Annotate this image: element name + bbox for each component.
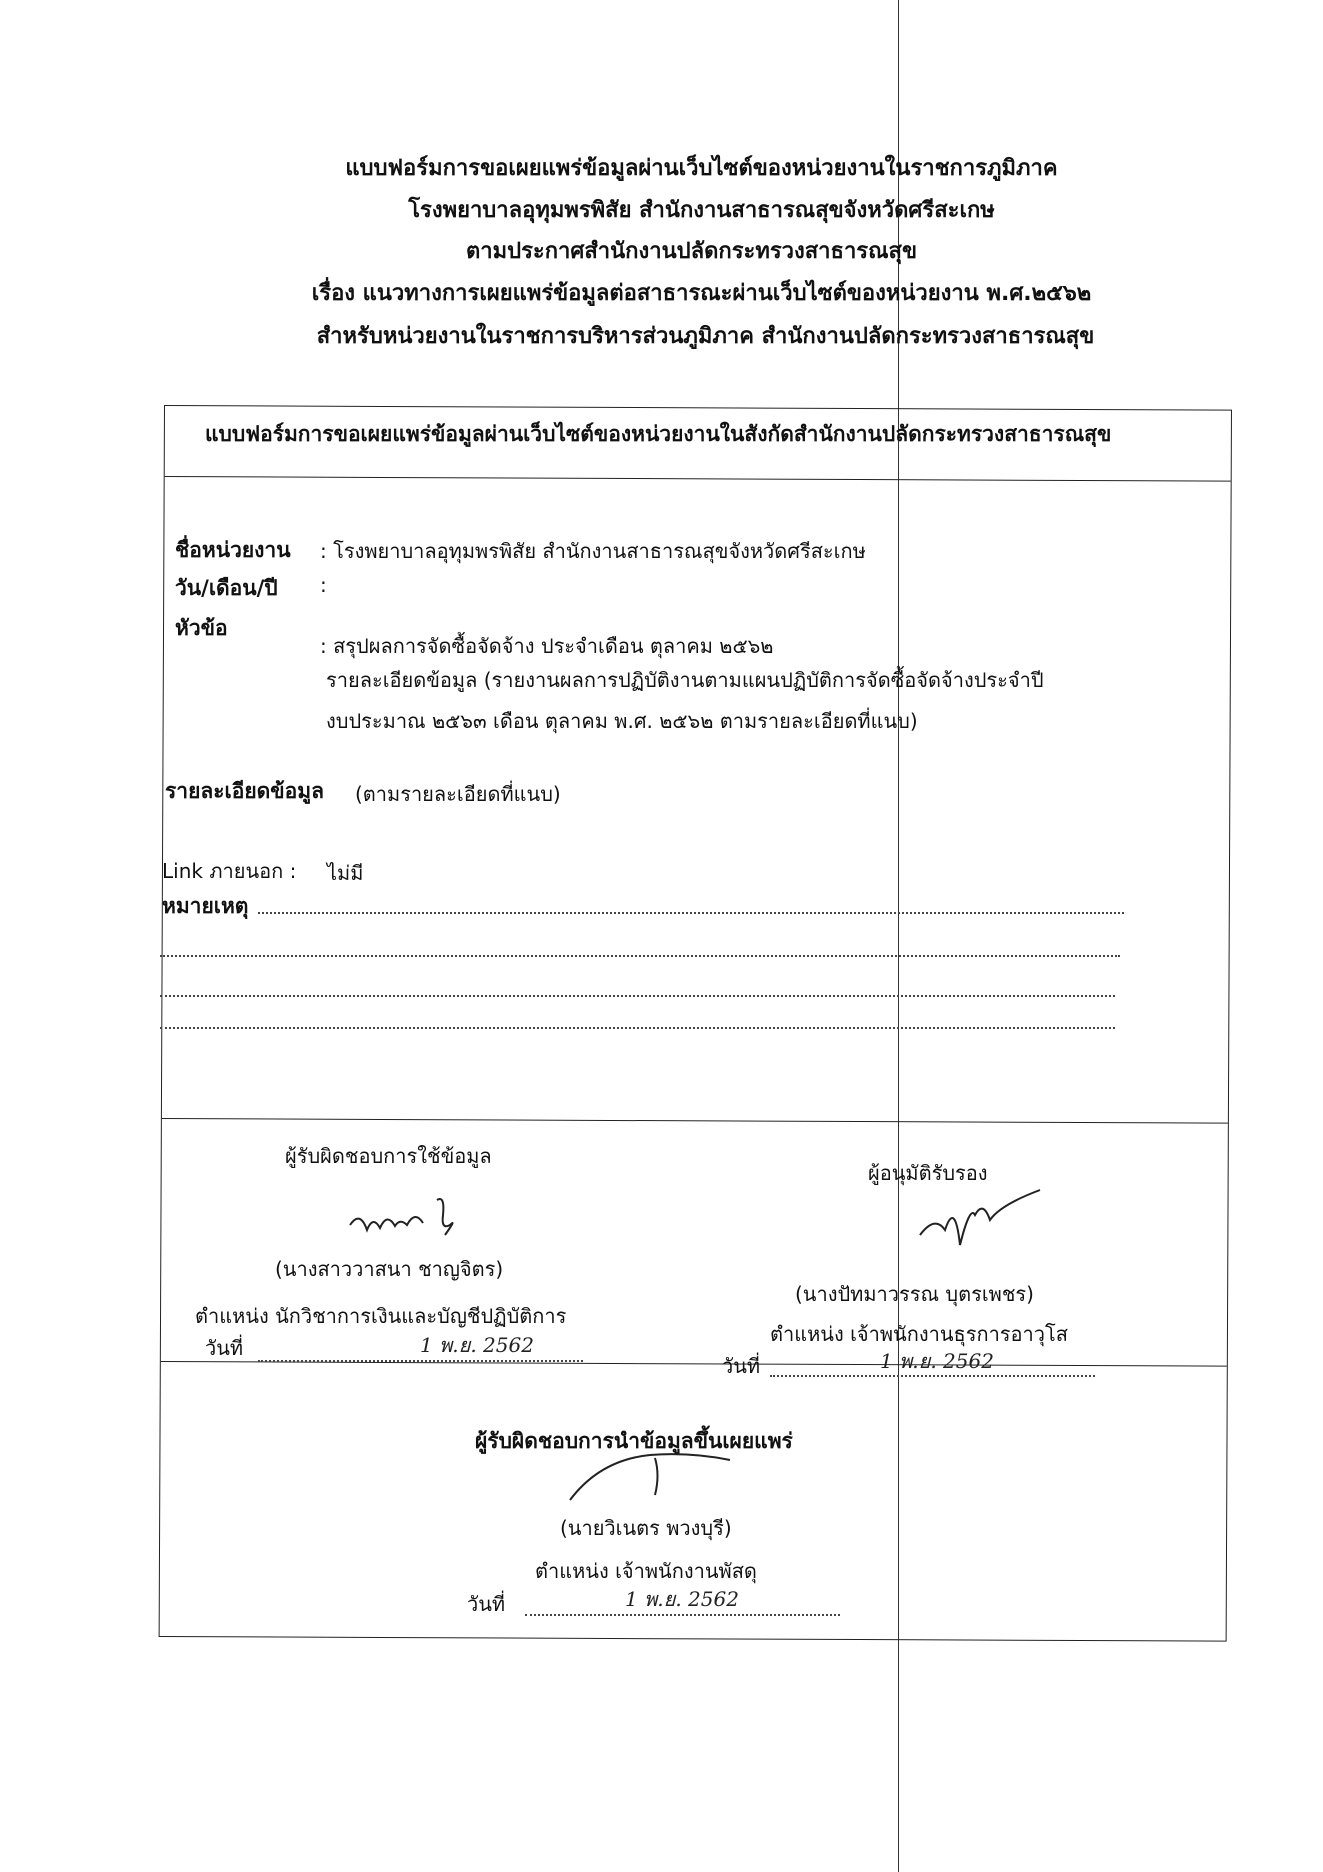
detail-label: รายละเอียดข้อมูล: [165, 779, 324, 803]
publisher-date-value: 1 พ.ย. 2562: [625, 1587, 739, 1611]
unit-label: ชื่อหน่วยงาน: [175, 538, 291, 562]
link-label: Link ภายนอก :: [162, 859, 297, 883]
left-signature-icon: [345, 1190, 475, 1250]
left-date-label: วันที่: [205, 1336, 244, 1360]
right-signer-role: ผู้อนุมัติรับรอง: [868, 1161, 988, 1185]
topic-detail-1: รายละเอียดข้อมูล (รายงานผลการปฏิบัติงานตามแผนปฏิบัติการจัดซื้อจัดจ้างประจำปี: [326, 668, 1044, 692]
remark-dotted-line-3: [160, 995, 1115, 997]
right-date-label: วันที่: [722, 1354, 761, 1378]
signature-divider: [162, 1118, 1228, 1124]
left-signer-role: ผู้รับผิดชอบการใช้ข้อมูล: [285, 1144, 492, 1168]
left-signer-position: ตำแหน่ง นักวิชาการเงินและบัญชีปฏิบัติการ: [195, 1304, 567, 1328]
topic-value: : สรุปผลการจัดซื้อจัดจ้าง ประจำเดือน ตุลาคม ๒๕๖๒: [320, 634, 774, 658]
header-line-4: เรื่อง แนวทางการเผยแพร่ข้อมูลต่อสาธารณะผ่านเว็บไซต์ของหน่วยงาน พ.ศ.๒๕๖๒: [311, 281, 1092, 306]
left-signer-name: (นางสาววาสนา ชาญจิตร): [275, 1257, 504, 1281]
link-value: ไม่มี: [327, 861, 364, 885]
remark-dotted-line-4: [160, 1027, 1115, 1029]
remark-dotted-line-2: [160, 955, 1120, 957]
topic-detail-2: งบประมาณ ๒๕๖๓ เดือน ตุลาคม พ.ศ. ๒๕๖๒ ตามรายละเอียดที่แนบ): [326, 709, 918, 733]
header-line-5: สำหรับหน่วยงานในราชการบริหารส่วนภูมิภาค สำนักงานปลัดกระทรวงสาธารณสุข: [316, 324, 1095, 349]
header-line-2: โรงพยาบาลอุทุมพรพิสัย สำนักงานสาธารณสุขจังหวัดศรีสะเกษ: [408, 198, 995, 223]
topic-label: หัวข้อ: [175, 616, 228, 640]
date-value: :: [320, 573, 327, 597]
title-divider: [165, 476, 1231, 482]
right-date-value: 1 พ.ย. 2562: [880, 1349, 994, 1373]
right-signature-icon: [915, 1185, 1045, 1255]
publisher-position: ตำแหน่ง เจ้าพนักงานพัสดุ: [535, 1559, 757, 1583]
date-label: วัน/เดือน/ปี: [175, 576, 278, 600]
form-title: แบบฟอร์มการขอเผยแพร่ข้อมูลผ่านเว็บไซต์ของหน่วยงานในสังกัดสำนักงานปลัดกระทรวงสาธารณสุข: [205, 422, 1112, 446]
remark-dotted-line-1: [258, 912, 1124, 914]
remark-label: หมายเหตุ: [162, 894, 249, 918]
right-signer-name: (นางปัทมาวรรณ บุตรเพชร): [795, 1282, 1034, 1306]
unit-value: : โรงพยาบาลอุทุมพรพิสัย สำนักงานสาธารณสุขจังหวัดศรีสะเกษ: [320, 539, 866, 563]
header-line-3: ตามประกาศสำนักงานปลัดกระทรวงสาธารณสุข: [465, 239, 917, 264]
publisher-role: ผู้รับผิดชอบการนำข้อมูลขึ้นเผยแพร่: [475, 1429, 793, 1453]
left-date-value: 1 พ.ย. 2562: [420, 1333, 534, 1357]
publisher-signature-icon: [560, 1440, 740, 1510]
publisher-date-label: วันที่: [467, 1592, 506, 1616]
right-signer-position: ตำแหน่ง เจ้าพนักงานธุรการอาวุโส: [770, 1322, 1068, 1346]
detail-value: (ตามรายละเอียดที่แนบ): [355, 782, 561, 806]
publisher-name: (นายวิเนตร พวงบุรี): [560, 1516, 732, 1540]
header-line-1: แบบฟอร์มการขอเผยแพร่ข้อมูลผ่านเว็บไซต์ของหน่วยงานในราชการภูมิภาค: [345, 156, 1058, 181]
